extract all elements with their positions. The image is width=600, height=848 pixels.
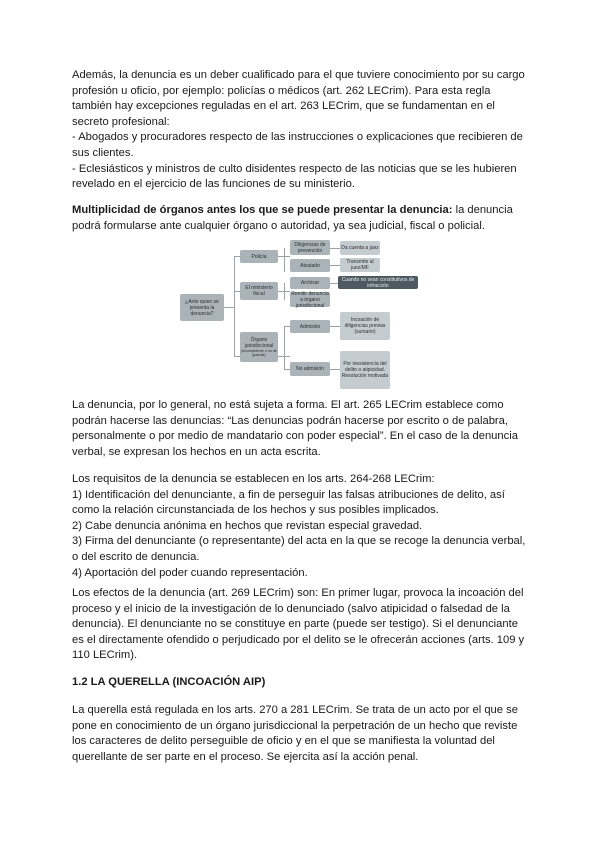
text-line: denuncia). El denunciante no se constituye en parte (puede ser testigo). Si el denunciante <box>72 618 518 631</box>
text-line: querellante de ser parte en el proceso. Se ejercita así la acción penal. <box>72 750 419 763</box>
text-line: La denuncia, por lo general, no está sujeta a forma. El art. 265 LECrim establece como <box>72 399 504 411</box>
bold-lead: Multiplicidad de órganos antes los que se puede presentar la denuncia: <box>72 204 453 216</box>
diagram-diligencias: Diligencias de prevención <box>290 240 330 255</box>
paragraph-multiplicidad <box>72 203 526 234</box>
text-line: revelado en el ejercicio de las funciones de su ministerio. <box>72 178 355 191</box>
diagram-da-cuenta: Da cuenta a juez <box>340 241 380 255</box>
paragraph-deber-cualificado <box>72 68 526 193</box>
text-line: verbal, se expresan los hechos en un acta escrita. <box>72 445 321 458</box>
diagram-incoacion: Incoación de diligencias previas (sumario) <box>340 312 390 340</box>
text-line: personalmente o por medio de mandatario con poder especial”. En el caso de la denuncia <box>72 430 518 443</box>
text-line: también hay excepciones reguladas en el art. 263 LECrim, que se fundamentan en el <box>72 100 495 113</box>
text-line: podrán hacerse las denuncias: “Las denuncias podrán hacerse por escrito o de palabra, <box>72 414 508 427</box>
connector <box>330 326 340 327</box>
text-line: 4) Aportación del poder cuando representación. <box>72 566 308 579</box>
text-run: la denuncia <box>452 204 513 216</box>
text-line: es el directamente ofendido o perjudicado por el delito se le ofrecerán acciones (arts. 109 y <box>72 633 525 646</box>
text-line: secreto profesional: <box>72 115 170 128</box>
text-line: La querella está regulada en los arts. 270 a 281 LECrim. Se trata de un acto por el que se <box>72 704 518 716</box>
text-line: podrá formularse ante cualquier órgano o autoridad, ya sea judicial, fiscal o policial. <box>72 219 485 232</box>
connector <box>284 248 285 272</box>
text-line: Los efectos de la denuncia (art. 269 LECrim) son: En primer lugar, provoca la incoación del <box>72 587 524 599</box>
diagram-root: ¿Ante quien se presenta la denuncia? <box>180 294 224 321</box>
connector <box>234 256 235 356</box>
paragraph-requisitos <box>72 472 526 581</box>
text-line: 2) Cabe denuncia anónima en hechos que revistan especial gravedad. <box>72 519 423 532</box>
text-line <box>72 203 526 219</box>
diagram-atestado: Atestado <box>290 259 330 272</box>
diagram-organo-sub: (incompetente o no de guardia) <box>241 349 277 357</box>
text-line: los caracteres de delito perseguible de oficio y en el que se manifiesta la voluntad del <box>72 735 495 748</box>
text-line: profesión u oficio, por ejemplo: policías o médicos (art. 262 LECrim). Para esta regla <box>72 84 491 97</box>
text-line: Además, la denuncia es un deber cualificado para el que tuviere conocimiento por su cargo <box>72 69 525 81</box>
connector <box>330 369 340 370</box>
connector <box>330 283 338 284</box>
text-line: proceso y el inicio de la investigación de lo denunciado (salvo atipicidad o falsedad de la <box>72 602 510 615</box>
text-line: 110 LECrim). <box>72 649 138 662</box>
section-heading: 1.2 LA QUERELLA (INCOACIÓN AIP) <box>72 676 266 688</box>
paragraph-efectos <box>72 586 526 664</box>
text-line: como la relación circunstanciada de los hechos y sus posibles implicados. <box>72 504 439 517</box>
diagram-ministerio-fiscal: El ministerio fiscal <box>240 282 278 300</box>
text-line: Los requisitos de la denuncia se establecen en los arts. 264-268 LECrim: <box>72 473 435 485</box>
connector <box>224 307 234 308</box>
paragraph-querella <box>72 703 526 765</box>
paragraph-forma <box>72 398 526 460</box>
diagram-remitir: Remitir denuncia a órgano jurisdiccional <box>291 290 329 309</box>
diagram-organo-jurisdiccional <box>240 332 278 362</box>
denuncia-diagram <box>180 238 420 392</box>
text-line: 3) Firma del denunciante (o representante) del acta en la que se recoge la denuncia verbal, <box>72 535 526 548</box>
text-line: - Eclesiásticos y ministros de culto disidentes respecto de las noticias que se les hubieren <box>72 162 517 175</box>
connector <box>330 265 340 266</box>
text-line: - Abogados y procuradores respecto de las instrucciones o explicaciones que recibieren de <box>72 131 523 144</box>
connector <box>284 283 285 300</box>
text-line: pone en conocimiento de un órgano jurisdiccional la perpetración de un hecho que reviste <box>72 719 518 732</box>
diagram-policia: Policía <box>240 250 278 263</box>
diagram-nota-archivar: Cuando no sean constitutivos de infracción <box>338 276 418 289</box>
text-line: o del escrito de denuncia. <box>72 550 200 563</box>
diagram-admision: Admisión <box>290 320 330 333</box>
text-line: sus clientes. <box>72 146 134 159</box>
diagram-no-admision: No admisión <box>290 362 330 376</box>
diagram-organo-label: Órgano jurisdiccional <box>244 337 274 349</box>
connector <box>284 326 285 369</box>
text-line: 1) Identificación del denunciante, a fin de perseguir las falsas atribuciones de delito, así <box>72 488 505 501</box>
diagram-transmite: Transmite al juez/MF <box>340 258 380 272</box>
connector <box>330 248 340 249</box>
diagram-por-inexistencia: Por inexistencia del delito o atipicidad. Resolución motivada <box>340 351 390 389</box>
diagram-archivar: Archivar <box>290 277 330 289</box>
